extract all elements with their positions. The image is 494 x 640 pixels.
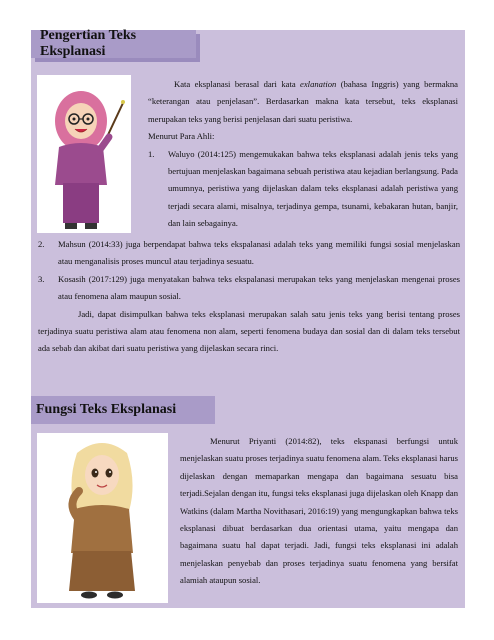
list-number: 3.: [38, 273, 45, 284]
teacher-with-pointer-icon: [37, 75, 131, 233]
list-text: Mahsun (2014:33) juga berpendapat bahwa teks ekspalanasi adalah teks yang memiliki fungsi sosial menjelaskan atau menganalisis proses muncul atau terjadinya sesuatu.: [58, 239, 460, 267]
list-item: [148, 146, 458, 233]
list-text: Waluyo (2014:125) mengemukakan bahwa teks eksplanasi adalah jenis teks yang bertujuan menjelaskan bagaimana sebuah peristiwa atau kejadian berlangsung. Pada umumnya, peristiwa yang dijelaskan dalam teks eksplanasi adalah peristiwa yang terjadi secara alami, misalnya, terjadinya gempa, tsunami, kebakaran hutan, banjir, dan lain sebagainya.: [168, 148, 458, 229]
intro-italic-word: exlanation: [300, 79, 337, 89]
list-text: Kosasih (2017:129) juga menyatakan bahwa teks ekspalanasi merupakan teks yang menjelaskan mengenai proses atau fenomena alam maupun sosial.: [58, 273, 460, 302]
list-item: [38, 236, 460, 271]
intro-text-after: (bahasa Inggris) yang bermakna “keterangan atau penjelasan”. Berdasarkan makna kata tersebut, teks eksplanasi merupakan teks yang berisi penjelasan dari suatu peristiwa.: [148, 79, 458, 124]
heading-text: Pengertian Teks Eksplanasi: [40, 28, 137, 59]
list-number: 2.: [38, 239, 45, 249]
intro-text-before: Kata eksplanasi berasal dari kata: [174, 79, 301, 89]
section-heading-fungsi: [31, 396, 215, 424]
fungsi-paragraph: Menurut Priyanti (2014:82), teks ekspanasi berfungsi untuk menjelaskan suatu proses terjadinya suatu fenomena alam. Teks eksplanasi harus dijelaskan dengan memaparkan mengapa dan bagaimana sesuatu bisa terjadi.Sejalan dengan itu, fungsi teks eksplanasi juga dijelaskan oleh Knapp dan Watkins (dalam Martha Novithasari, 2016:19) yang mengungkapkan bahwa teks eksplanasi dibuat berdasarkan dua orientasi utama, yaitu mengapa dan bagaimana suatu hal dapat terjadi. Jadi, fungsi teks eksplanasi ini adalah menjelaskan penyebab dan proses terjadinya suatu fenomena yang bersifat alamiah ataupun sosial.: [180, 436, 458, 586]
teacher-illustration: [37, 75, 131, 233]
heading-text: Fungsi Teks Eksplanasi: [36, 402, 177, 417]
list-number: 1.: [148, 148, 155, 159]
section1-continued-block: [38, 236, 460, 358]
list-item: [38, 271, 460, 306]
section-heading-pengertian: [31, 30, 196, 58]
girl-illustration: [37, 433, 168, 603]
section1-intro-block: [148, 76, 458, 233]
intro-paragraph: [148, 76, 458, 128]
section2-body-block: [180, 433, 458, 590]
experts-label: Menurut Para Ahli:: [148, 131, 215, 142]
girl-in-hijab-icon: [37, 433, 168, 603]
conclusion-paragraph: Jadi, dapat disimpulkan bahwa teks eksplanasi merupakan salah satu jenis teks yang berisi tentang proses terjadinya suatu peristiwa alam atau fenomena non alam, seperti fenomena budaya dan sosial dan di dalam teks tersebut ada sebab dan akibat dari suatu peristiwa yang dijelaskan secara rinci.: [38, 308, 460, 354]
